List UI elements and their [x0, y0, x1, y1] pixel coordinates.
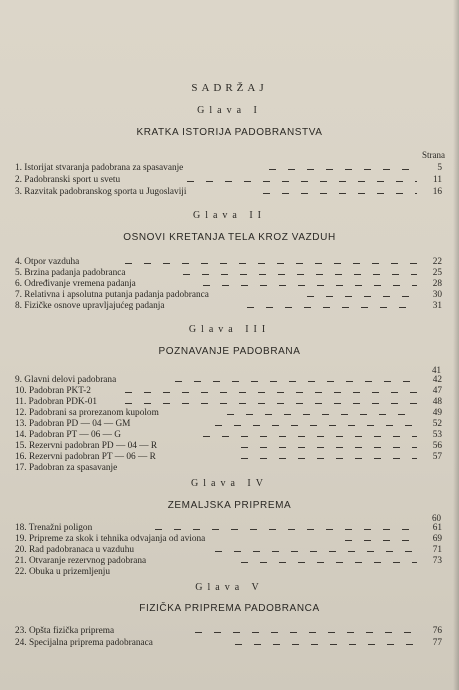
entry-page: 42	[432, 375, 442, 385]
dot-leader	[235, 638, 417, 649]
chapter-1-title: KRATKA ISTORIJA PADOBRANSTVA	[136, 127, 323, 138]
entry-page: 30	[432, 290, 442, 300]
toc-entry[interactable]	[15, 534, 445, 545]
dot-leader	[215, 419, 417, 430]
entry-title: 23. Opšta fizička priprema	[15, 626, 115, 636]
dot-leader	[125, 397, 417, 408]
entry-title: 6. Određivanje vremena padanja	[15, 279, 136, 289]
entry-page: 73	[432, 556, 442, 566]
toc-entry[interactable]	[15, 257, 445, 268]
entry-title: 3. Razvitak padobranskog sporta u Jugoslaviji	[15, 187, 187, 197]
dot-leader	[307, 290, 417, 301]
chapter-2-label: Glava II	[192, 210, 267, 221]
dot-leader	[241, 441, 417, 452]
entry-page: 52	[432, 419, 442, 429]
entry-title: 20. Rad padobranaca u vazduhu	[15, 545, 135, 555]
entry-page: 53	[432, 430, 442, 440]
toc-entry[interactable]	[15, 452, 445, 463]
entry-title: 4. Otpor vazduha	[15, 257, 80, 267]
dot-leader	[183, 268, 417, 279]
chapter-1-label: Glava I	[197, 105, 262, 116]
dot-leader	[247, 301, 417, 312]
dot-leader	[125, 386, 417, 397]
toc-entry[interactable]	[15, 375, 445, 386]
entry-page: 71	[432, 545, 442, 555]
entry-title: 15. Rezervni padobran PD — 04 — R	[15, 441, 158, 451]
toc-entry[interactable]	[15, 567, 445, 578]
entry-page: 57	[432, 452, 442, 462]
entry-title: 17. Padobran za spasavanje	[15, 463, 118, 473]
toc-entry[interactable]	[15, 163, 445, 174]
entry-page: 25	[432, 268, 442, 278]
toc-entry[interactable]	[15, 545, 445, 556]
entry-page: 69	[432, 534, 442, 544]
chapter-5-title: FIZIČKA PRIPREMA PADOBRANCA	[139, 603, 320, 614]
toc-entry[interactable]	[15, 419, 445, 430]
chapter-4-label: Glava IV	[191, 478, 268, 489]
entry-page: 5	[437, 163, 442, 173]
chapter-4-title: ZEMALJSKA PRIPREMA	[167, 500, 292, 511]
entry-page: 28	[432, 279, 442, 289]
dot-leader	[263, 187, 417, 198]
entry-page: 47	[432, 386, 442, 396]
entry-page: 49	[432, 408, 442, 418]
entry-page: 48	[432, 397, 442, 407]
dot-leader	[215, 545, 417, 556]
dot-leader	[203, 430, 417, 441]
entry-page: 16	[432, 187, 442, 197]
toc-entry[interactable]	[15, 523, 445, 534]
toc-entry[interactable]	[15, 290, 445, 301]
dot-leader	[155, 523, 417, 534]
dot-leader	[195, 626, 417, 637]
dot-leader	[187, 175, 417, 186]
entry-page: 61	[432, 523, 442, 533]
entry-title: 2. Padobranski sport u svetu	[15, 175, 121, 185]
dot-leader	[345, 534, 417, 545]
contents-title: SADRŽAJ	[191, 82, 268, 94]
toc-entry[interactable]	[15, 397, 445, 408]
toc-entry[interactable]	[15, 441, 445, 452]
entry-title: 7. Relativna i apsolutna putanja padanja padobranca	[15, 290, 209, 300]
toc-entry[interactable]	[15, 430, 445, 441]
entry-page: 56	[432, 441, 442, 451]
page-edge-shadow	[453, 0, 459, 690]
stray-page-number: 41	[432, 365, 441, 375]
entry-title: 19. Pripreme za skok i tehnika odvajanja od aviona	[15, 534, 206, 544]
dot-leader	[269, 163, 417, 174]
toc-entry[interactable]	[15, 175, 445, 186]
toc-entry[interactable]	[15, 279, 445, 290]
entry-title: 12. Padobrani sa prorezanom kupolom	[15, 408, 159, 418]
dot-leader	[227, 408, 417, 419]
toc-entry[interactable]	[15, 268, 445, 279]
chapter-2-title: OSNOVI KRETANJA TELA KROZ VAZDUH	[123, 232, 336, 243]
toc-entry[interactable]	[15, 626, 445, 637]
entry-title: 9. Glavni delovi padobrana	[15, 375, 117, 385]
entry-title: 24. Specijalna priprema padobranaca	[15, 638, 153, 648]
entry-page: 11	[433, 175, 442, 185]
chapter-3-title: POZNAVANJE PADOBRANA	[158, 346, 301, 357]
entry-page: 31	[432, 301, 442, 311]
toc-entry[interactable]	[15, 386, 445, 397]
stray-page-number: 60	[432, 513, 441, 523]
toc-entry[interactable]	[15, 638, 445, 649]
dot-leader	[125, 257, 417, 268]
entry-title: 11. Padobran PDK-01	[15, 397, 98, 407]
entry-title: 14. Padobran PT — 06 — G	[15, 430, 121, 440]
toc-entry[interactable]	[15, 301, 445, 312]
entry-title: 16. Rezervni padobran PT — 06 — R	[15, 452, 156, 462]
entry-title: 18. Trenažni poligon	[15, 523, 93, 533]
entry-title: 8. Fizičke osnove upravljajućeg padanja	[15, 301, 165, 311]
entry-page: 22	[432, 257, 442, 267]
chapter-3-label: Glava III	[188, 324, 271, 335]
dot-leader	[241, 556, 417, 567]
page-column-header: Strana	[422, 150, 445, 160]
entry-page: 76	[432, 626, 442, 636]
toc-entry[interactable]	[15, 556, 445, 567]
chapter-5-label: Glava V	[195, 582, 264, 593]
entry-page: 77	[432, 638, 442, 648]
entry-title: 1. Istorijat stvaranja padobrana za spasavanje	[15, 163, 184, 173]
toc-entry[interactable]	[15, 463, 445, 474]
entry-title: 10. Padobran PKT-2	[15, 386, 91, 396]
toc-entry[interactable]	[15, 187, 445, 198]
entry-title: 21. Otvaranje rezervnog padobrana	[15, 556, 147, 566]
dot-leader	[203, 279, 417, 290]
entry-title: 5. Brzina padanja padobranca	[15, 268, 126, 278]
toc-entry[interactable]	[15, 408, 445, 419]
dot-leader	[175, 375, 417, 386]
entry-title: 13. Padobran PD — 04 — GM	[15, 419, 131, 429]
entry-title: 22. Obuka u prizemljenju	[15, 567, 111, 577]
dot-leader	[241, 452, 417, 463]
